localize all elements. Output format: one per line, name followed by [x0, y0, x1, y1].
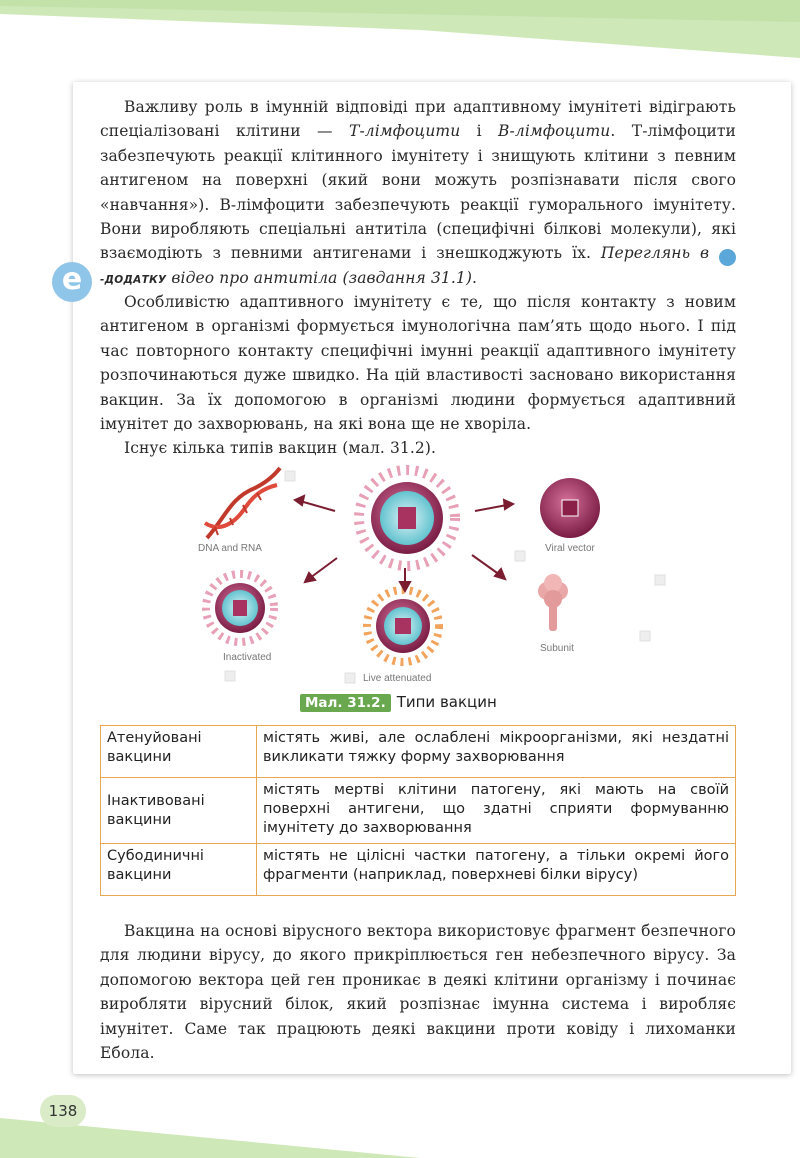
top-decor-band: [0, 0, 800, 70]
vaccine-desc-cell: містять живі, але ослаблені мікроорганізми, які нездатні викликати тяжку форму захворювання: [257, 726, 736, 778]
table-row: [101, 726, 736, 778]
live-attenuated-virus-icon: [367, 590, 439, 662]
vaccine-desc-cell: містять мертві клітини патогену, які мають на своїй поверхні антигени, що здатні сприяти формуванню імунітету до захворювання: [257, 778, 736, 844]
vaccine-desc-cell: містять не цілісні частки патогену, а тільки окремі його фрагменти (наприклад, поверхневі білки вірусу): [257, 844, 736, 896]
inactivated-virus-icon: [206, 574, 274, 642]
caption-text: Типи вакцин: [396, 693, 497, 711]
term-t-lymphocytes: Т-лімфоцити: [349, 122, 461, 141]
page-number: 138: [40, 1095, 86, 1127]
e-resource-icon[interactable]: e: [52, 262, 92, 302]
vaccine-types-table: [100, 725, 736, 896]
paragraph-vaccine-types-intro: Існує кілька типів вакцин (мал. 31.2).: [124, 439, 437, 457]
e-appendix-link[interactable]: Переглянь в e-ДОДАТКУ відео про антитіла (завдання 31.1): [100, 244, 752, 288]
vaccine-type-cell: Атенуйовані вакцини: [101, 726, 257, 778]
label-dna-rna: DNA and RNA: [198, 543, 262, 554]
dna-rna-icon: [205, 468, 280, 538]
central-virus-icon: [359, 470, 455, 566]
table-row: [101, 844, 736, 896]
label-live-attenuated: Live attenuated: [363, 673, 432, 684]
vaccine-type-cell: Інактивовані вакцини: [101, 778, 257, 844]
label-subunit: Subunit: [540, 643, 574, 654]
subunit-icon: [538, 574, 568, 631]
viral-vector-icon: [540, 478, 600, 538]
vaccine-types-figure: [185, 463, 680, 688]
e-inline-icon: e: [719, 249, 736, 266]
label-inactivated: Inactivated: [223, 652, 272, 663]
paragraph-lymphocytes: Важливу роль в імунній відповіді при адаптивному імунітеті відіграють спеціалізовані клітини — Т-лімфоцити і В-лімфоцити. Т-лімфоцити забезпечують реакції клітинного імунітету і знищують клітини з певним антигеном на поверхні (який вони можуть розпізнавати після свого «навчання»). В-лімфоцити забезпечують реакції гуморального імунітету. Вони виробляють спеціальні антитіла (специфічні білкові молекули), які взаємодіють з певними антигенами і знешкоджують їх. Переглянь в e-ДОДАТКУ відео про антитіла (завдання 31.1).: [100, 98, 752, 288]
bottom-decor-band: [0, 1098, 800, 1158]
term-b-lymphocytes: В-лімфоцити: [498, 122, 611, 141]
paragraph-adaptive-memory: Особливістю адаптивного імунітету є те, що після контакту з новим антигеном в організмі формується імунологічна пам’ять щодо нього. І під час повторного контакту специфічні імунні реакції адаптивного імунітету розпочинаються дуже швидко. На цій властивості засновано використання вакцин. За їх допомогою в організмі людини формується адаптивний імунітет до захворювань, на які вона ще не хворіла.: [100, 293, 736, 434]
figure-caption: [300, 693, 497, 712]
vaccine-type-cell: Субодиничні вакцини: [101, 844, 257, 896]
caption-number: Мал. 31.2.: [300, 694, 391, 712]
paragraph-viral-vector: Вакцина на основі вірусного вектора використовує фрагмент безпечного для людини вірусу, до якого прикріплюється ген небезпечного вірусу. За допомогою вектора цей ген проникає в деякі клітини організму і починає виробляти вірусний білок, який розпізнає імунна система і виробляє імунітет. Саме так працюють деякі вакцини проти ковіду і лихоманки Ебола.: [100, 922, 736, 1063]
label-viral-vector: Viral vector: [545, 543, 595, 554]
table-row: [101, 778, 736, 844]
